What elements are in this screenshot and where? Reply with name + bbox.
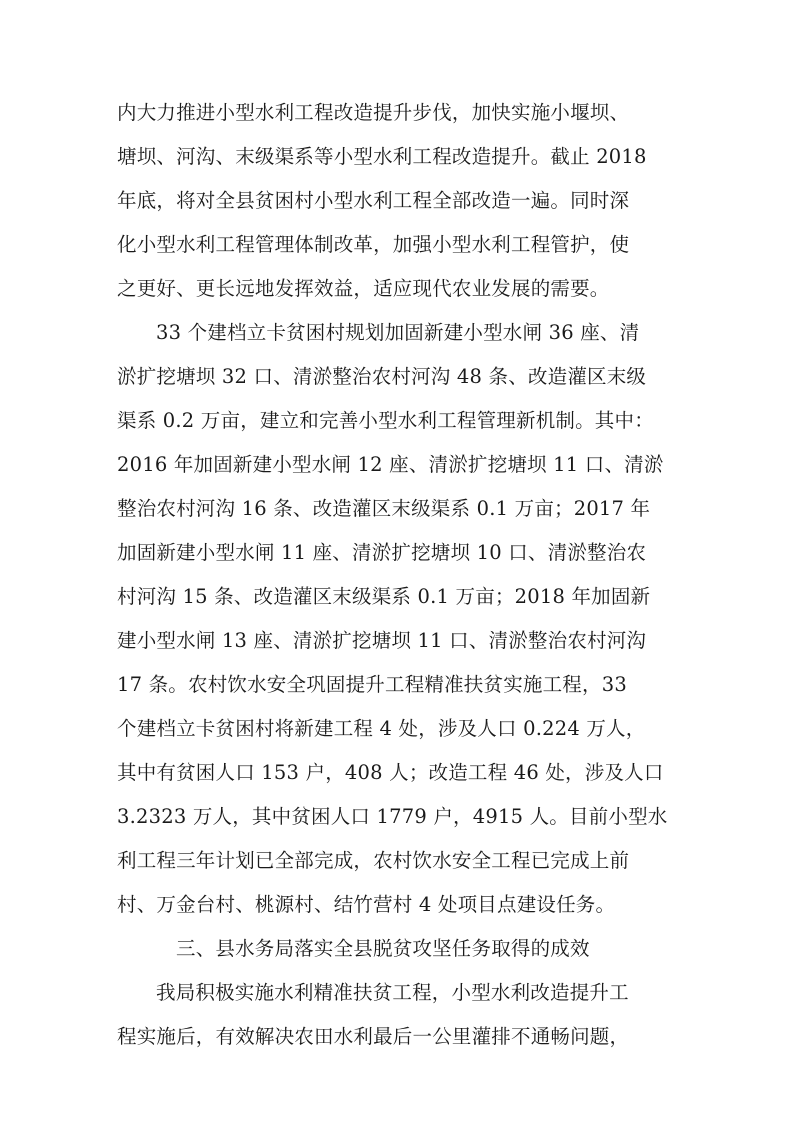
text-line: 村河沟 15 条、改造灌区末级渠系 0.1 万亩；2018 年加固新 — [117, 585, 651, 608]
text-line: 之更好、更长远地发挥效益，适应现代农业发展的需要。 — [117, 277, 610, 300]
paragraph-first-line: 33 个建档立卡贫困村规划加固新建小型水闸 36 座、清 — [156, 321, 640, 344]
text-line: 2016 年加固新建小型水闸 12 座、清淤扩挖塘坝 11 口、清淤 — [117, 453, 664, 476]
text-line: 村、万金台村、桃源村、结竹营村 4 处项目点建设任务。 — [117, 893, 616, 916]
text-line: 3.2323 万人，其中贫困人口 1779 户，4915 人。目前小型水 — [117, 805, 668, 828]
text-line: 加固新建小型水闸 11 座、清淤扩挖塘坝 10 口、清淤整治农 — [117, 541, 647, 564]
text-line: 17 条。农村饮水安全巩固提升工程精准扶贫实施工程，33 — [117, 673, 627, 696]
text-line: 渠系 0.2 万亩，建立和完善小型水利工程管理新机制。其中： — [117, 409, 654, 432]
text-line: 化小型水利工程管理体制改革，加强小型水利工程管护，使 — [117, 233, 630, 256]
text-line: 年底，将对全县贫困村小型水利工程全部改造一遍。同时深 — [117, 189, 630, 212]
text-line: 程实施后，有效解决农田水利最后一公里灌排不通畅问题， — [117, 1025, 630, 1048]
text-line: 利工程三年计划已全部完成，农村饮水安全工程已完成上前 — [117, 849, 630, 872]
text-line: 建小型水闸 13 座、清淤扩挖塘坝 11 口、清淤整治农村河沟 — [117, 629, 647, 652]
section-heading: 三、县水务局落实全县脱贫攻坚任务取得的成效 — [176, 937, 590, 960]
text-line: 内大力推进小型水利工程改造提升步伐，加快实施小堰坝、 — [117, 101, 630, 124]
text-line: 整治农村河沟 16 条、改造灌区末级渠系 0.1 万亩；2017 年 — [117, 497, 651, 520]
text-line: 淤扩挖塘坝 32 口、清淤整治农村河沟 48 条、改造灌区末级 — [117, 365, 647, 388]
text-line: 塘坝、河沟、末级渠系等小型水利工程改造提升。截止 2018 — [117, 145, 647, 168]
text-line: 个建档立卡贫困村将新建工程 4 处，涉及人口 0.224 万人， — [117, 717, 646, 740]
paragraph-first-line: 我局积极实施水利精准扶贫工程，小型水利改造提升工 — [156, 981, 629, 1004]
text-line: 其中有贫困人口 153 户，408 人；改造工程 46 处，涉及人口 — [117, 761, 664, 784]
